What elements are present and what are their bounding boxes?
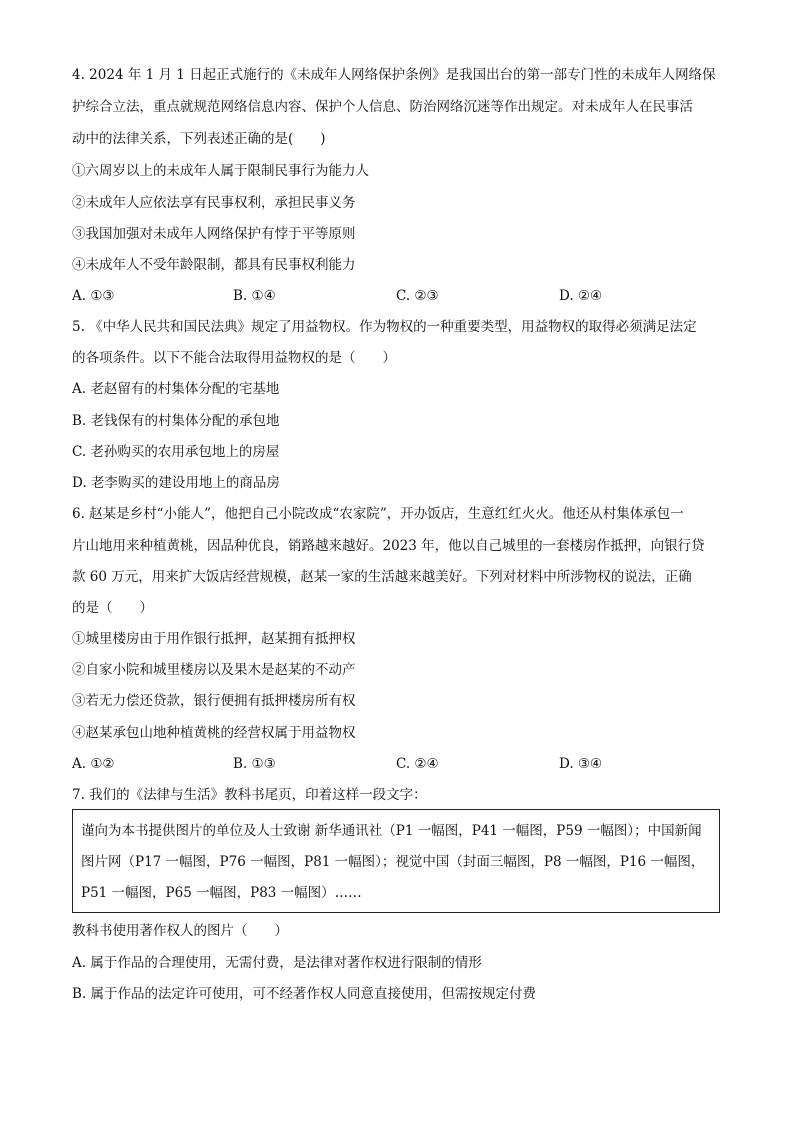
q7-box-line-3: P51 一幅图，P65 一幅图，P83 一幅图）……: [81, 885, 362, 901]
q5-option-b[interactable]: B. 老钱保有的村集体分配的承包地: [72, 413, 280, 429]
q4-stem-line-1: 4. 2024 年 1 月 1 日起正式施行的《未成年人网络保护条例》是我国出台的第一部专门性的未成年人网络保: [72, 67, 716, 83]
q4-item-2: ②未成年人应依法享有民事权利，承担民事义务: [72, 195, 356, 211]
q6-item-2: ②自家小院和城里楼房以及果木是赵某的不动产: [72, 662, 356, 678]
q6-item-1: ①城里楼房由于用作银行抵押，赵某拥有抵押权: [72, 631, 356, 647]
q4-options: [72, 287, 724, 305]
q5-stem-line-1: 5. 《中华人民共和国民法典》规定了用益物权。作为物权的一种重要类型，用益物权的取得必须满足法定: [72, 319, 697, 335]
q6-stem-line-2: 片山地用来种植黄桃，因品种优良，销路越来越好。2023 年，他以自己城里的一套楼房作抵押，向银行贷: [72, 538, 705, 554]
q7-box-line-1: 谨向为本书提供图片的单位及人士致谢 新华通讯社（P1 一幅图，P41 一幅图，P59 一幅图）；中国新闻: [81, 823, 702, 839]
q7-material-box: [72, 809, 720, 913]
q4-option-d[interactable]: D. ②④: [559, 288, 603, 304]
q6-option-d[interactable]: D. ③④: [559, 756, 603, 772]
q4-item-1: ①六周岁以上的未成年人属于限制民事行为能力人: [72, 163, 369, 179]
q4-stem-line-2: 护综合立法，重点就规范网络信息内容、保护个人信息、防治网络沉迷等作出规定。对未成年人在民事活: [72, 99, 693, 115]
q6-options: [72, 755, 724, 773]
q7-box-line-2: 图片网（P17 一幅图，P76 一幅图，P81 一幅图）；视觉中国（封面三幅图，P8 一幅图，P16 一幅图，: [81, 854, 705, 870]
q6-item-3: ③若无力偿还贷款，银行便拥有抵押楼房所有权: [72, 693, 356, 709]
q4-item-3: ③我国加强对未成年人网络保护有悖于平等原则: [72, 226, 356, 242]
q7-option-a[interactable]: A. 属于作品的合理使用，无需付费，是法律对著作权进行限制的情形: [72, 955, 482, 971]
q6-option-a[interactable]: A. ①②: [72, 756, 115, 772]
q7-stem: 7. 我们的《法律与生活》教科书尾页，印着这样一段文字：: [72, 787, 427, 803]
q5-option-a[interactable]: A. 老赵留有的村集体分配的宅基地: [72, 381, 280, 397]
q4-stem-line-3: 动中的法律关系，下列表述正确的是( ): [72, 131, 326, 147]
q5-stem-line-2: 的各项条件。以下不能合法取得用益物权的是（ ）: [72, 350, 396, 366]
q4-option-a[interactable]: A. ①③: [72, 288, 115, 304]
q4-option-b[interactable]: B. ①④: [233, 288, 276, 304]
q6-option-c[interactable]: C. ②④: [396, 756, 439, 772]
q7-option-b[interactable]: B. 属于作品的法定许可使用，可不经著作权人同意直接使用，但需按规定付费: [72, 986, 537, 1002]
q5-option-c[interactable]: C. 老孙购买的农用承包地上的房屋: [72, 444, 280, 460]
q7-question: 教科书使用著作权人的图片（ ）: [72, 923, 288, 939]
q6-item-4: ④赵某承包山地种植黄桃的经营权属于用益物权: [72, 725, 356, 741]
q4-option-c[interactable]: C. ②③: [396, 288, 439, 304]
q6-stem-line-3: 款 60 万元，用来扩大饭店经营规模，赵某一家的生活越来越美好。下列对材料中所涉物权的说法，正确: [72, 569, 692, 585]
q6-option-b[interactable]: B. ①③: [233, 756, 276, 772]
q6-stem-line-1: 6. 赵某是乡村“小能人”，他把自己小院改成“农家院”，开办饭店，生意红红火火。他还从村集体承包一: [72, 506, 684, 522]
q6-stem-line-4: 的是（ ）: [72, 600, 153, 616]
q4-item-4: ④未成年人不受年龄限制，都具有民事权利能力: [72, 257, 356, 273]
q5-option-d[interactable]: D. 老李购买的建设用地上的商品房: [72, 475, 280, 491]
